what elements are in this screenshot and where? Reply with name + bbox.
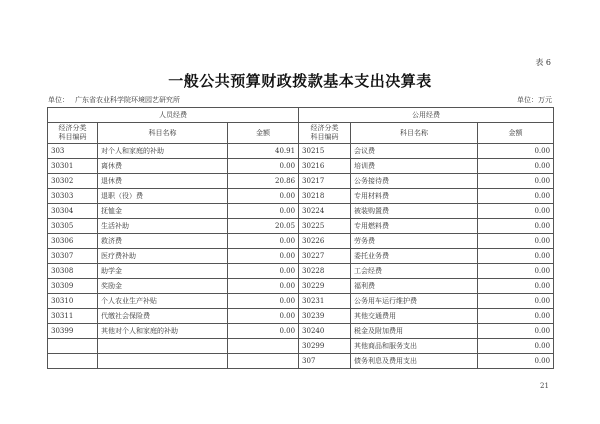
personnel-amount-cell: 20.05 bbox=[228, 219, 299, 234]
public-amount-cell: 0.00 bbox=[478, 264, 554, 279]
personnel-name-cell bbox=[98, 354, 228, 369]
expenditure-table bbox=[47, 107, 554, 369]
public-amount-cell: 0.00 bbox=[478, 339, 554, 354]
public-code-cell: 30228 bbox=[299, 264, 351, 279]
public-amount-cell: 0.00 bbox=[478, 294, 554, 309]
table-row bbox=[48, 324, 554, 339]
personnel-name-cell: 抚恤金 bbox=[98, 204, 228, 219]
public-code-cell: 30224 bbox=[299, 204, 351, 219]
personnel-code-cell: 303 bbox=[48, 144, 98, 159]
public-code-cell: 30226 bbox=[299, 234, 351, 249]
public-name-cell: 培训费 bbox=[351, 159, 478, 174]
column-header-row bbox=[48, 123, 554, 144]
table-number: 表 6 bbox=[535, 58, 551, 67]
personnel-name-cell: 助学金 bbox=[98, 264, 228, 279]
public-name-cell: 其他交通费用 bbox=[351, 309, 478, 324]
personnel-code-cell: 30301 bbox=[48, 159, 98, 174]
personnel-amount-cell: 0.00 bbox=[228, 279, 299, 294]
table-row bbox=[48, 354, 554, 369]
personnel-code-cell: 30303 bbox=[48, 189, 98, 204]
public-code-cell: 30239 bbox=[299, 309, 351, 324]
personnel-code-cell: 30306 bbox=[48, 234, 98, 249]
public-name-cell: 税金及附加费用 bbox=[351, 324, 478, 339]
col-code-line2: 科目编码 bbox=[58, 133, 87, 141]
personnel-code-cell bbox=[48, 339, 98, 354]
public-code-cell: 30217 bbox=[299, 174, 351, 189]
col-code-line1: 经济分类 bbox=[310, 124, 339, 132]
unit-info bbox=[48, 95, 186, 105]
public-name-cell: 劳务费 bbox=[351, 234, 478, 249]
personnel-amount-cell bbox=[228, 354, 299, 369]
public-amount-cell: 0.00 bbox=[478, 159, 554, 174]
public-name-cell: 债务利息及费用支出 bbox=[351, 354, 478, 369]
group-personnel: 人员经费 bbox=[48, 108, 299, 123]
public-name-cell: 公务用车运行维护费 bbox=[351, 294, 478, 309]
public-code-cell: 30227 bbox=[299, 249, 351, 264]
table-row bbox=[48, 249, 554, 264]
personnel-amount-cell: 0.00 bbox=[228, 324, 299, 339]
personnel-code-cell: 30302 bbox=[48, 174, 98, 189]
currency-unit: 单位：万元 bbox=[517, 96, 552, 104]
public-name-cell: 其他商品和服务支出 bbox=[351, 339, 478, 354]
table-row bbox=[48, 144, 554, 159]
public-name-cell: 被装购置费 bbox=[351, 204, 478, 219]
public-amount-cell: 0.00 bbox=[478, 279, 554, 294]
personnel-amount-cell bbox=[228, 339, 299, 354]
personnel-amount-cell: 20.86 bbox=[228, 174, 299, 189]
personnel-code-cell: 30305 bbox=[48, 219, 98, 234]
group-public: 公用经费 bbox=[299, 108, 554, 123]
personnel-amount-cell: 0.00 bbox=[228, 159, 299, 174]
public-name-cell: 专用燃料费 bbox=[351, 219, 478, 234]
personnel-amount-cell: 0.00 bbox=[228, 249, 299, 264]
public-code-cell: 30229 bbox=[299, 279, 351, 294]
col-amount-public: 金额 bbox=[478, 123, 554, 144]
personnel-code-cell: 30309 bbox=[48, 279, 98, 294]
col-code-personnel bbox=[48, 123, 98, 144]
group-header-row bbox=[48, 108, 554, 123]
col-name-public: 科目名称 bbox=[351, 123, 478, 144]
table-row bbox=[48, 234, 554, 249]
table-row bbox=[48, 204, 554, 219]
personnel-name-cell: 代缴社会保险费 bbox=[98, 309, 228, 324]
personnel-name-cell: 对个人和家庭的补助 bbox=[98, 144, 228, 159]
col-code-public bbox=[299, 123, 351, 144]
personnel-name-cell: 医疗费补助 bbox=[98, 249, 228, 264]
public-code-cell: 30225 bbox=[299, 219, 351, 234]
personnel-name-cell: 离休费 bbox=[98, 159, 228, 174]
table-row bbox=[48, 309, 554, 324]
personnel-code-cell: 30308 bbox=[48, 264, 98, 279]
table-row bbox=[48, 264, 554, 279]
personnel-amount-cell: 0.00 bbox=[228, 309, 299, 324]
personnel-amount-cell: 0.00 bbox=[228, 204, 299, 219]
unit-name: 广东省农业科学院环境园艺研究所 bbox=[75, 96, 180, 104]
public-amount-cell: 0.00 bbox=[478, 234, 554, 249]
public-code-cell: 30299 bbox=[299, 339, 351, 354]
public-amount-cell: 0.00 bbox=[478, 324, 554, 339]
public-code-cell: 30215 bbox=[299, 144, 351, 159]
personnel-name-cell: 其他对个人和家庭的补助 bbox=[98, 324, 228, 339]
personnel-amount-cell: 0.00 bbox=[228, 294, 299, 309]
table-row bbox=[48, 279, 554, 294]
personnel-name-cell: 退休费 bbox=[98, 174, 228, 189]
page-title: 一般公共预算财政拨款基本支出决算表 bbox=[168, 72, 432, 90]
personnel-name-cell: 退职（役）费 bbox=[98, 189, 228, 204]
public-amount-cell: 0.00 bbox=[478, 219, 554, 234]
public-code-cell: 30231 bbox=[299, 294, 351, 309]
public-code-cell: 30240 bbox=[299, 324, 351, 339]
public-code-cell: 30216 bbox=[299, 159, 351, 174]
table-row bbox=[48, 174, 554, 189]
table-row bbox=[48, 189, 554, 204]
personnel-name-cell: 救济费 bbox=[98, 234, 228, 249]
personnel-amount-cell: 0.00 bbox=[228, 234, 299, 249]
table-row bbox=[48, 159, 554, 174]
col-name-personnel: 科目名称 bbox=[98, 123, 228, 144]
personnel-code-cell: 30304 bbox=[48, 204, 98, 219]
public-name-cell: 专用材料费 bbox=[351, 189, 478, 204]
personnel-amount-cell: 0.00 bbox=[228, 264, 299, 279]
public-amount-cell: 0.00 bbox=[478, 144, 554, 159]
table-row bbox=[48, 219, 554, 234]
personnel-amount-cell: 0.00 bbox=[228, 189, 299, 204]
col-amount-personnel: 金额 bbox=[228, 123, 299, 144]
personnel-name-cell bbox=[98, 339, 228, 354]
public-amount-cell: 0.00 bbox=[478, 309, 554, 324]
public-code-cell: 30218 bbox=[299, 189, 351, 204]
personnel-name-cell: 生活补助 bbox=[98, 219, 228, 234]
public-amount-cell: 0.00 bbox=[478, 204, 554, 219]
public-name-cell: 会议费 bbox=[351, 144, 478, 159]
table-row bbox=[48, 294, 554, 309]
table-row bbox=[48, 339, 554, 354]
personnel-name-cell: 奖励金 bbox=[98, 279, 228, 294]
personnel-code-cell bbox=[48, 354, 98, 369]
personnel-code-cell: 30311 bbox=[48, 309, 98, 324]
personnel-code-cell: 30399 bbox=[48, 324, 98, 339]
public-name-cell: 公务接待费 bbox=[351, 174, 478, 189]
public-amount-cell: 0.00 bbox=[478, 189, 554, 204]
public-name-cell: 委托业务费 bbox=[351, 249, 478, 264]
personnel-code-cell: 30307 bbox=[48, 249, 98, 264]
unit-label: 单位： bbox=[48, 96, 69, 104]
public-name-cell: 工会经费 bbox=[351, 264, 478, 279]
public-code-cell: 307 bbox=[299, 354, 351, 369]
personnel-code-cell: 30310 bbox=[48, 294, 98, 309]
public-amount-cell: 0.00 bbox=[478, 354, 554, 369]
col-code-line1: 经济分类 bbox=[58, 124, 87, 132]
public-amount-cell: 0.00 bbox=[478, 174, 554, 189]
page-number: 21 bbox=[540, 382, 549, 390]
col-code-line2: 科目编码 bbox=[310, 133, 339, 141]
personnel-amount-cell: 40.91 bbox=[228, 144, 299, 159]
public-amount-cell: 0.00 bbox=[478, 249, 554, 264]
public-name-cell: 福利费 bbox=[351, 279, 478, 294]
personnel-name-cell: 个人农业生产补贴 bbox=[98, 294, 228, 309]
